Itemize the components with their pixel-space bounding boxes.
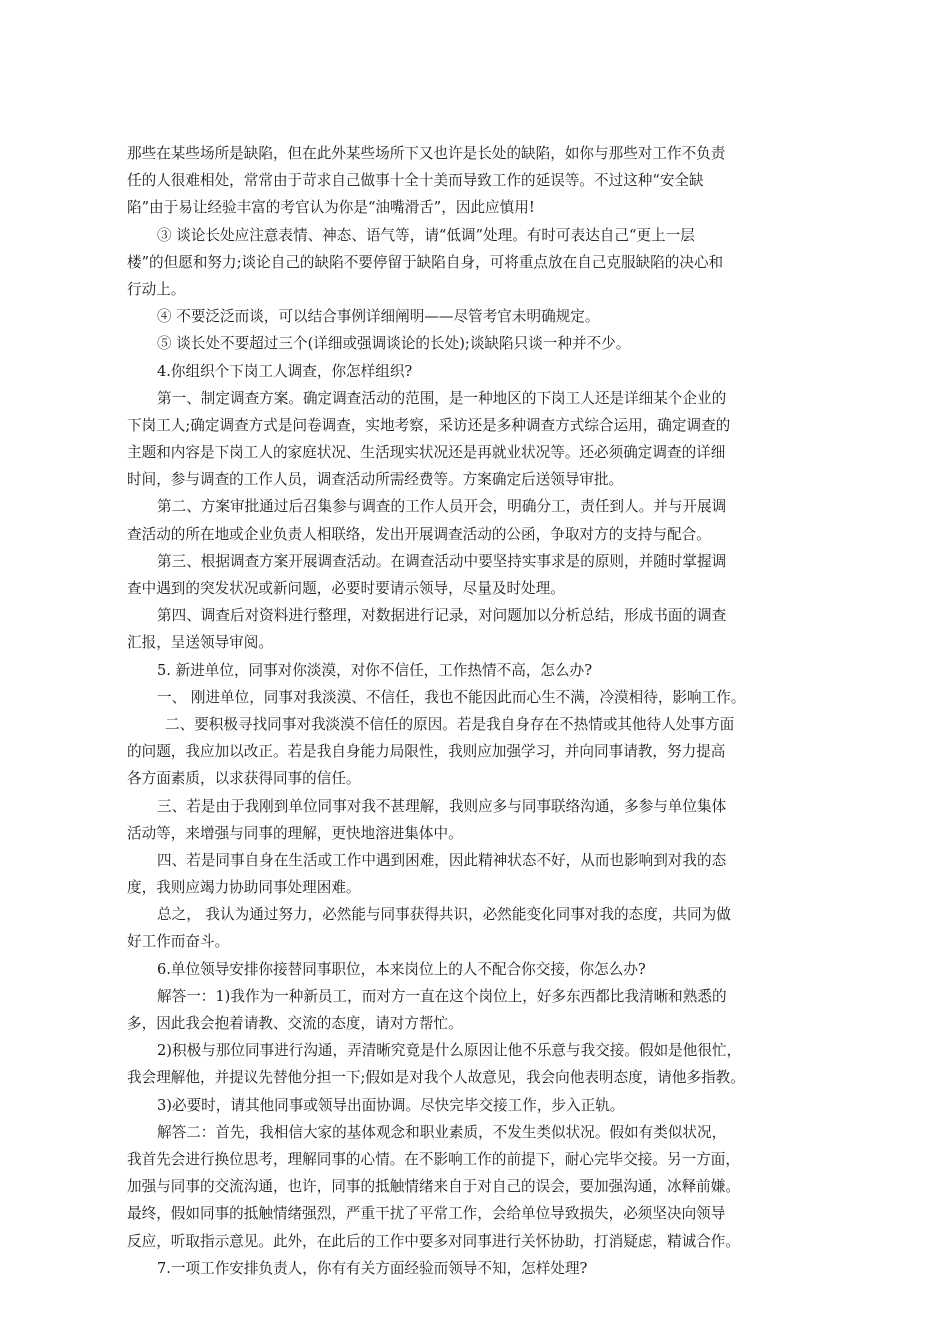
text-line: 第二、方案审批通过后召集参与调查的工作人员开会，明确分工，责任到人。并与开展调	[157, 498, 727, 516]
text-line: 加强与同事的交流沟通，也许，同事的抵触情绪来自于对自己的误会，要加强沟通，冰释前嫌。	[127, 1178, 740, 1196]
text-line: 7.一项工作安排负责人，你有有关方面经验而领导不知，怎样处理?	[157, 1259, 588, 1277]
text-line: 6.单位领导安排你接替同事职位，本来岗位上的人不配合你交接，你怎么办?	[157, 960, 646, 978]
text-line: 度，我则应竭力协助同事处理困难。	[127, 879, 361, 897]
text-line: 下岗工人;确定调查方式是问卷调查，实地考察，采访还是多种调查方式综合运用，确定调查的	[127, 416, 731, 434]
text-line: 查活动的所在地或企业负责人相联络，发出开展调查活动的公函，争取对方的支持与配合。	[127, 525, 711, 543]
text-line: 第四、调查后对资料进行整理，对数据进行记录，对问题加以分析总结，形成书面的调查	[157, 607, 727, 625]
text-line: 我首先会进行换位思考，理解同事的心情。在不影响工作的前提下，耐心完毕交接。另一方面，	[127, 1150, 740, 1168]
text-line: ⑤ 谈长处不要超过三个(详细或强调谈论的长处);谈缺陷只谈一种并不少。	[157, 335, 631, 353]
text-line: 4.你组织个下岗工人调查，你怎样组织?	[157, 362, 413, 380]
text-line: 一、 刚进单位，同事对我淡漠、不信任，我也不能因此而心生不满，冷漠相待，影响工作。	[157, 688, 746, 706]
text-line: 好工作而奋斗。	[127, 933, 230, 951]
text-line: 5. 新进单位，同事对你淡漠，对你不信任，工作热情不高，怎么办?	[157, 661, 593, 679]
text-line: 四、若是同事自身在生活或工作中遇到困难，因此精神状态不好，从而也影响到对我的态	[157, 851, 727, 869]
text-line: 陷”由于易让经验丰富的考官认为你是“油嘴滑舌”，因此应慎用!	[127, 199, 535, 217]
text-line: 行动上。	[127, 280, 186, 298]
text-line: ③ 谈论长处应注意表情、神态、语气等，请“低调”处理。有时可表达自己“更上一层	[157, 226, 695, 244]
text-line: 时间，参与调查的工作人员，调查活动所需经费等。方案确定后送领导审批。	[127, 471, 624, 489]
text-line: 任的人很难相处，常常由于苛求自己做事十全十美而导致工作的延误等。不过这种“安全缺	[127, 172, 704, 190]
text-line: 我会理解他，并提议先替他分担一下;假如是对我个人故意见，我会向他表明态度，请他多指教。	[127, 1069, 745, 1087]
text-line: 反应，听取指示意见。此外，在此后的工作中要多对同事进行关怀协助，打消疑虑，精诚合作。	[127, 1232, 740, 1250]
text-line: 最终，假如同事的抵触情绪强烈，严重干扰了平常工作，会给单位导致损失，必须坚决向领导	[127, 1205, 726, 1223]
text-line: 楼”的但愿和努力;谈论自己的缺陷不要停留于缺陷自身，可将重点放在自己克服缺陷的决心和	[127, 253, 724, 271]
text-line: 的问题，我应加以改正。若是我自身能力局限性，我则应加强学习，并向同事请教，努力提高	[127, 743, 726, 761]
text-line: 多，因此我会抱着请教、交流的态度，请对方帮忙。	[127, 1015, 463, 1032]
text-line: 汇报，呈送领导审阅。	[127, 634, 273, 652]
text-line: 三、若是由于我刚到单位同事对我不甚理解，我则应多与同事联络沟通，多参与单位集体	[157, 797, 727, 815]
text-line: 第一、制定调查方案。确定调查活动的范围，是一种地区的下岗工人还是详细某个企业的	[157, 389, 727, 407]
text-line: 总之， 我认为通过努力，必然能与同事获得共识，必然能变化同事对我的态度，共同为做	[157, 906, 731, 924]
text-line: 那些在某些场所是缺陷，但在此外某些场所下又也许是长处的缺陷，如你与那些对工作不负责	[127, 145, 726, 162]
text-line: 第三、根据调查方案开展调查活动。在调查活动中要坚持实事求是的原则，并随时掌握调	[157, 552, 727, 570]
text-line: 2)积极与那位同事进行沟通，弄清晰究竟是什么原因让他不乐意与我交接。假如是他很忙，	[157, 1042, 742, 1060]
text-line: 3)必要时，请其他同事或领导出面协调。尽快完毕交接工作，步入正轨。	[157, 1096, 625, 1114]
text-line: 查中遇到的突发状况或新问题，必要时要请示领导，尽量及时处理。	[127, 580, 565, 597]
text-line: 解答一：1)我作为一种新员工，而对方一直在这个岗位上，好多东西都比我清晰和熟悉的	[157, 987, 727, 1005]
text-line: 二、要积极寻找同事对我淡漠不信任的原因。若是我自身存在不热情或其他待人处事方面	[165, 715, 735, 733]
document-page	[127, 140, 827, 1282]
text-line: 活动等，来增强与同事的理解，更快地溶进集体中。	[127, 824, 463, 842]
text-line: 主题和内容是下岗工人的家庭状况、生活现实状况还是再就业状况等。还必须确定调查的详细	[127, 444, 726, 462]
text-line: ④ 不要泛泛而谈，可以结合事例详细阐明——尽管考官未明确规定。	[157, 308, 600, 326]
text-line: 解答二：首先，我相信大家的基体观念和职业素质，不发生类似状况。假如有类似状况，	[157, 1123, 727, 1141]
text-line: 各方面素质，以求获得同事的信任。	[127, 770, 361, 788]
